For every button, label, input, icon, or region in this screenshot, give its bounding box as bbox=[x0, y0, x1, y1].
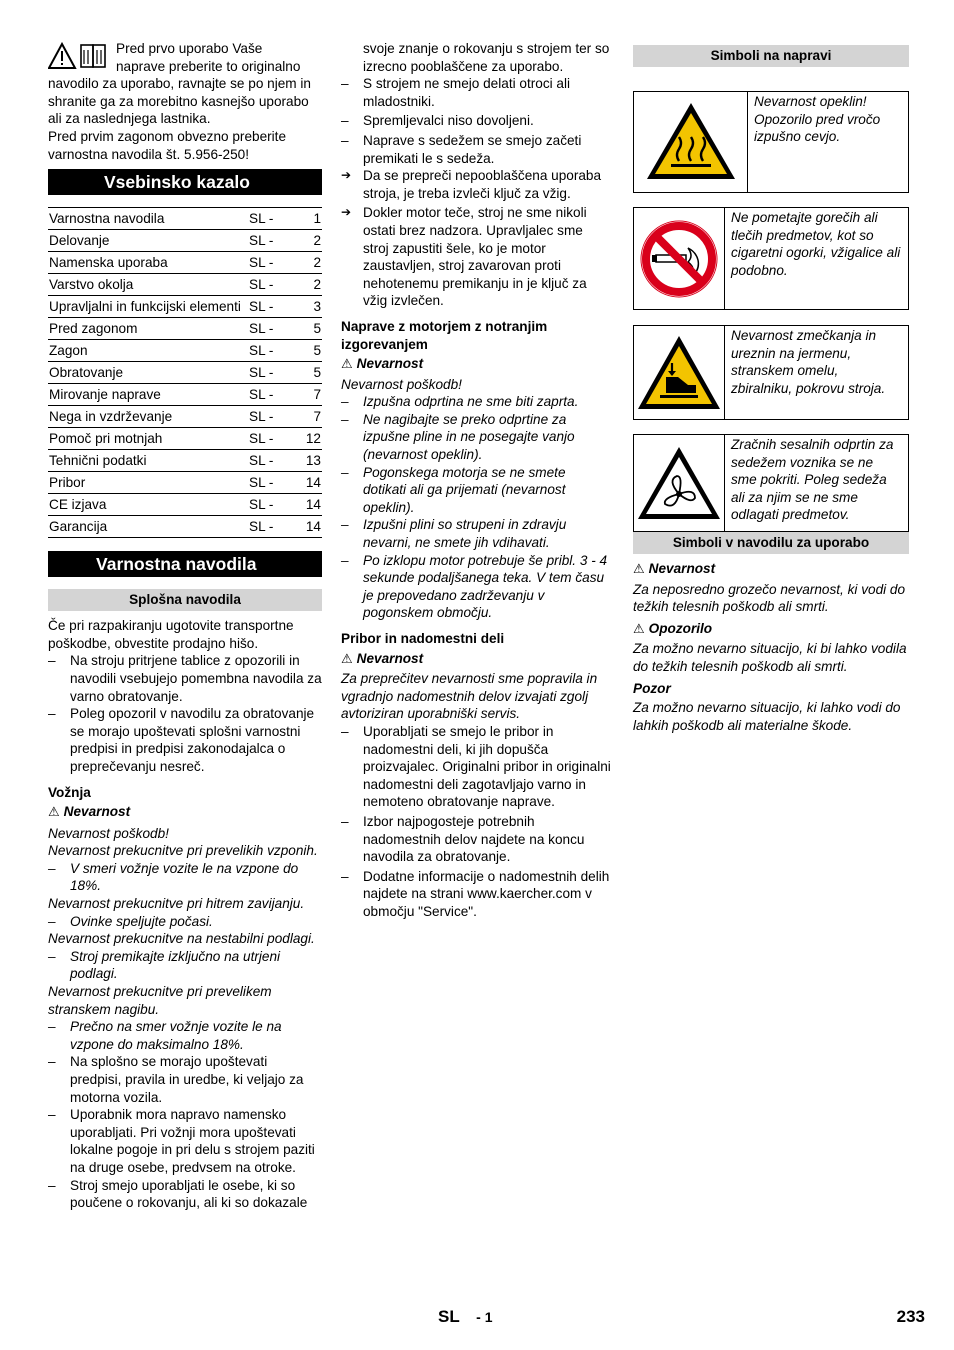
fan-warning-icon bbox=[636, 444, 722, 522]
intro-block bbox=[48, 40, 322, 163]
symbol-crush-hazard bbox=[633, 325, 909, 420]
list-item: – Izpušna odprtina ne sme biti zaprta. bbox=[341, 393, 611, 411]
toc-row bbox=[48, 472, 322, 494]
toc-section: SL - bbox=[248, 384, 290, 406]
arrow-item: ➔ Da se prepreči nepooblaščena uporaba stroja, je treba izvleči ključ za vžig. bbox=[341, 167, 611, 202]
hot-surface-icon bbox=[643, 99, 739, 185]
tip-4: Nevarnost prekucnitve pri prevelikem stranskem nagibu. bbox=[48, 984, 272, 1017]
operator-list bbox=[341, 75, 611, 167]
toc-page: 1 bbox=[290, 208, 322, 230]
warning-label: Opozorilo bbox=[648, 620, 713, 636]
toc-section: SL - bbox=[248, 274, 290, 296]
tip-3: Nevarnost prekucnitve na nestabilni podlagi. bbox=[48, 931, 315, 947]
toc-label: Pribor bbox=[48, 472, 248, 494]
caution-text: Za možno nevarno situacijo, ki lahko vodi do lahkih poškodb ali materialne škode. bbox=[633, 700, 901, 733]
driving-risk: Nevarnost poškodb! bbox=[48, 825, 169, 841]
toc-row bbox=[48, 516, 322, 538]
toc-section: SL - bbox=[248, 450, 290, 472]
engine-title: Naprave z motorjem z notranjim izgorevanjem bbox=[341, 318, 548, 352]
toc-title: Vsebinsko kazalo bbox=[48, 169, 322, 195]
toc-section: SL - bbox=[248, 230, 290, 252]
symbols-title: Simboli na napravi bbox=[633, 45, 909, 67]
driving-title: Vožnja bbox=[48, 784, 91, 800]
warning-manual-icon bbox=[48, 42, 110, 70]
engine-risk: Nevarnost poškodb! bbox=[341, 376, 462, 392]
warning-triangle-icon: ⚠ bbox=[341, 357, 353, 373]
toc-page: 5 bbox=[290, 340, 322, 362]
symbol-no-burning-text: Ne pometajte gorečih ali tlečih predmetov, kot so cigaretni ogorki, vžigalice ali podobno. bbox=[731, 210, 901, 278]
list-item: – Na stroju pritrjene tablice z opozorili in navodili vsebujejo pomembna navodila za varno obratovanje. bbox=[48, 652, 322, 705]
parts-list bbox=[341, 723, 611, 921]
toc-label: Pomoč pri motnjah bbox=[48, 428, 248, 450]
parts-text: Za preprečitev nevarnosti sme popravila in vgradnjo nadomestnih delov izvajati zgolj avtoriziran uporabniški servis. bbox=[341, 671, 598, 722]
danger-label: Nevarnost bbox=[63, 804, 131, 820]
footer-sep: - 1 bbox=[476, 1309, 493, 1325]
toc-label: Tehnični podatki bbox=[48, 450, 248, 472]
list-item: – Izbor najpogosteje potrebnih nadomestnih delov najdete na koncu navodila za obratovanje. bbox=[341, 813, 611, 866]
intro-line-2: naprave preberite to originalno bbox=[116, 58, 301, 74]
list-item: – Naprave s sedežem se smejo začeti premikati le s sedeža. bbox=[341, 132, 611, 167]
toc-row bbox=[48, 296, 322, 318]
toc-row bbox=[48, 318, 322, 340]
toc-page: 14 bbox=[290, 516, 322, 538]
column-3 bbox=[633, 40, 909, 734]
intro-line-1: Pred prvo uporabo Vaše bbox=[116, 41, 263, 56]
symbol-hot-surface bbox=[633, 91, 909, 193]
toc-section: SL - bbox=[248, 472, 290, 494]
page-number: 233 bbox=[896, 1307, 925, 1326]
symbol-no-burning bbox=[633, 207, 909, 310]
toc-label: Upravljalni in funkcijski elementi bbox=[48, 296, 248, 318]
toc-page: 14 bbox=[290, 472, 322, 494]
toc-label: Nega in vzdrževanje bbox=[48, 406, 248, 428]
symbol-fan-intake bbox=[633, 434, 909, 532]
list-item: – Uporabljati se smejo le pribor in nadomestni deli, ki jih dopušča proizvajalec. Originalni pribor in originalni nadomestni deli zagotavljajo varno in nemoteno obratovanje naprave. bbox=[341, 723, 611, 811]
toc-row bbox=[48, 406, 322, 428]
toc-page: 2 bbox=[290, 274, 322, 296]
warning-triangle-icon: ⚠ bbox=[633, 562, 645, 577]
toc-page: 2 bbox=[290, 252, 322, 274]
list-item: – Poleg opozoril v navodilu za obratovanje se morajo upoštevati splošni varnostni predpisi in predpisi zakonodajalca o preprečevanju nesreč. bbox=[48, 705, 322, 775]
list-item: – Ne nagibajte se preko odprtine za izpušne pline in ne posegajte vanjo (nevarnost opeklin). bbox=[341, 411, 611, 464]
symbol-hot-surface-text: Nevarnost opeklin! Opozorilo pred vročo izpušno cevjo. bbox=[754, 94, 881, 145]
toc-row bbox=[48, 230, 322, 252]
tip-2: Nevarnost prekucnitve pri hitrem zavijanju. bbox=[48, 896, 305, 912]
toc-label: Delovanje bbox=[48, 230, 248, 252]
arrow-item: ➔ Dokler motor teče, stroj ne sme nikoli ostati brez nadzora. Upravljalec sme stroj zapustiti šele, ko je motor zaustavljen, stroj zavarovan proti nehotenemu premikanju in je ključ za vžig izvlečen. bbox=[341, 204, 611, 310]
caution-label: Pozor bbox=[633, 680, 671, 696]
general-text: Če pri razpakiranju ugotovite transportne poškodbe, obvestite prodajno hišo. bbox=[48, 618, 294, 651]
general-list bbox=[48, 652, 322, 775]
toc-table bbox=[48, 207, 322, 538]
list-item: – Izpušni plini so strupeni in zdravju nevarni, ne smete jih vdihavati. bbox=[341, 516, 611, 551]
column-2 bbox=[341, 40, 611, 921]
toc-row bbox=[48, 274, 322, 296]
toc-row bbox=[48, 428, 322, 450]
arrow-list bbox=[341, 167, 611, 310]
list-item: – Pogonskega motorja se ne smete dotikati ali ga prijemati (nevarnost opeklin). bbox=[341, 464, 611, 517]
toc-page: 3 bbox=[290, 296, 322, 318]
warning-triangle-icon: ⚠ bbox=[633, 621, 645, 637]
tip-1: Nevarnost prekucnitve pri prevelikih vzponih. bbox=[48, 843, 318, 859]
toc-page: 7 bbox=[290, 384, 322, 406]
list-item: – Po izklopu motor potrebuje še pribl. 3 - 4 sekunde podaljšanega teka. V tem času je prepovedano zadrževanju v pogonskem območju. bbox=[341, 552, 611, 622]
toc-row bbox=[48, 362, 322, 384]
toc-label: Varstvo okolja bbox=[48, 274, 248, 296]
toc-label: CE izjava bbox=[48, 494, 248, 516]
toc-page: 7 bbox=[290, 406, 322, 428]
toc-page: 5 bbox=[290, 318, 322, 340]
manual-symbols-title: Simboli v navodilu za uporabo bbox=[633, 532, 909, 554]
list-item: – S strojem ne smejo delati otroci ali mladostniki. bbox=[341, 75, 611, 110]
toc-row bbox=[48, 340, 322, 362]
toc-section: SL - bbox=[248, 318, 290, 340]
list-item: – Ovinke speljujte počasi. bbox=[48, 913, 322, 931]
list-item-continuation: svoje znanje o rokovanju s strojem ter so izrecno pooblaščene za uporabo. bbox=[363, 41, 610, 74]
toc-page: 12 bbox=[290, 428, 322, 450]
toc-row bbox=[48, 208, 322, 230]
toc-label: Zagon bbox=[48, 340, 248, 362]
danger-text: Za neposredno grozečo nevarnost, ki vodi do težkih telesnih poškodb ali smrti. bbox=[633, 581, 906, 615]
warning-triangle-icon: ⚠ bbox=[48, 805, 60, 821]
toc-row bbox=[48, 252, 322, 274]
toc-label: Pred zagonom bbox=[48, 318, 248, 340]
footer-section bbox=[438, 1308, 493, 1327]
no-burning-objects-icon bbox=[638, 218, 720, 300]
toc-section: SL - bbox=[248, 516, 290, 538]
safety-title: Varnostna navodila bbox=[48, 551, 322, 577]
toc-section: SL - bbox=[248, 252, 290, 274]
toc-page: 14 bbox=[290, 494, 322, 516]
symbol-crush-hazard-text: Nevarnost zmečkanja in ureznin na jermenu, stranskem omelu, zbiralniku, pokrovu stroja. bbox=[731, 328, 886, 396]
list-item: – Uporabnik mora napravo namensko uporabljati. Pri vožnji mora upoštevati lokalne pogoje in pri delu s strojem paziti na druge osebe, predvsem na otroke. bbox=[48, 1106, 322, 1176]
toc-page: 5 bbox=[290, 362, 322, 384]
toc-page: 13 bbox=[290, 450, 322, 472]
warning-text: Za možno nevarno situacijo, ki bi lahko vodila do težkih telesnih poškodb ali smrti. bbox=[633, 641, 907, 674]
list-item: – Dodatne informacije o nadomestnih delih najdete na strani www.kaercher.com v območju "Service". bbox=[341, 868, 611, 921]
footer-lang: SL bbox=[438, 1307, 460, 1326]
intro-text: navodilo za uporabo, ravnajte se po njem in shranite ga za morebitno kasnejšo uporabo ali za naslednjega lastnika. bbox=[48, 76, 311, 127]
toc-section: SL - bbox=[248, 428, 290, 450]
toc-section: SL - bbox=[248, 340, 290, 362]
toc-label: Garancija bbox=[48, 516, 248, 538]
danger-label: Nevarnost bbox=[356, 650, 424, 666]
toc-row bbox=[48, 494, 322, 516]
list-item: – Stroj smejo uporabljati le osebe, ki so poučene o rokovanju, ali ki so dokazale bbox=[48, 1177, 322, 1212]
engine-list bbox=[341, 393, 611, 622]
toc-label: Namenska uporaba bbox=[48, 252, 248, 274]
list-item: – V smeri vožnje vozite le na vzpone do 18%. bbox=[48, 860, 322, 895]
toc-section: SL - bbox=[248, 208, 290, 230]
driving-list bbox=[48, 1053, 322, 1211]
toc-row bbox=[48, 384, 322, 406]
list-item: – Prečno na smer vožnje vozite le na vzpone do maksimalno 18%. bbox=[48, 1018, 322, 1053]
parts-title: Pribor in nadomestni deli bbox=[341, 631, 505, 646]
intro-safety-note: Pred prvim zagonom obvezno preberite varnostna navodila št. 5.956-250! bbox=[48, 128, 287, 162]
general-title: Splošna navodila bbox=[48, 589, 322, 611]
toc-row bbox=[48, 450, 322, 472]
toc-section: SL - bbox=[248, 494, 290, 516]
toc-section: SL - bbox=[248, 406, 290, 428]
toc-label: Varnostna navodila bbox=[48, 208, 248, 230]
list-item: – Stroj premikajte izključno na utrjeni podlagi. bbox=[48, 948, 322, 983]
danger-label: Nevarnost bbox=[356, 356, 424, 372]
danger-label: Nevarnost bbox=[648, 561, 716, 576]
symbol-fan-intake-text: Zračnih sesalnih odprtin za sedežem voznika se ne sme pokriti. Poleg sedeža ali za njim se ne sme odlagati predmetov. bbox=[731, 437, 894, 523]
toc-page: 2 bbox=[290, 230, 322, 252]
crush-hazard-icon bbox=[636, 333, 722, 413]
toc-label: Mirovanje naprave bbox=[48, 384, 248, 406]
list-item: – Spremljevalci niso dovoljeni. bbox=[341, 112, 611, 130]
warning-triangle-icon: ⚠ bbox=[341, 651, 353, 667]
toc-label: Obratovanje bbox=[48, 362, 248, 384]
intro-icons bbox=[48, 42, 110, 70]
list-item: – Na splošno se morajo upoštevati predpisi, pravila in uredbe, ki veljajo za motorna vozila. bbox=[48, 1053, 322, 1106]
toc-section: SL - bbox=[248, 296, 290, 318]
column-1 bbox=[48, 40, 322, 1212]
toc-section: SL - bbox=[248, 362, 290, 384]
